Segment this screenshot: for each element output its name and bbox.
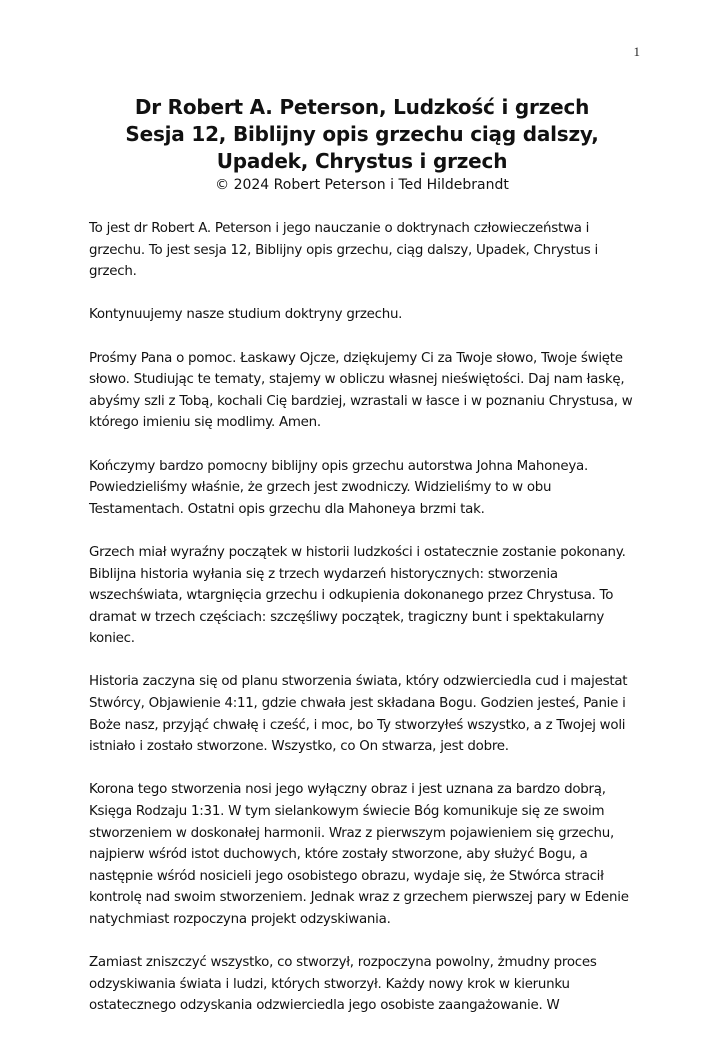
paragraph-prayer: Prośmy Pana o pomoc. Łaskawy Ojcze, dziękujemy Ci za Twoje słowo, Twoje święte słowo. Studiując te tematy, stajemy w obliczu własnej nieświętości. Daj nam łaskę, abyśmy szli z Tobą, kochali Cię bardziej, wzrastali w łasce i w poznaniu Chrystusa, w którego imieniu się modlimy. Amen. [89, 350, 633, 431]
paragraph-recovery: Zamiast zniszczyć wszystko, co stworzył, rozpoczyna powolny, żmudny proces odzyskiwania świata i ludzi, których stworzył. Każdy nowy krok w kierunku ostatecznego odzyskania odzwierciedla jego osobiste zaangażowanie. W [89, 955, 597, 1014]
copyright-notice: © 2024 Robert Peterson i Ted Hildebrandt [215, 177, 509, 193]
paragraph-creation: Historia zaczyna się od planu stworzenia świata, który odzwierciedla cud i majestat Stwórcy, Objawienie 4:11, gdzie chwała jest składana Bogu. Godzien jesteś, Panie i Boże nasz, przyjąć chwałę i cześć, i moc, bo Ty stworzyłeś wszystko, a z Twojej woli istniało i zostało stworzone. Wszystko, co On stwarza, jest dobre. [89, 674, 628, 755]
page-number: 1 [633, 44, 640, 59]
paragraph-intro: To jest dr Robert A. Peterson i jego nauczanie o doktrynach człowieczeństwa i grzechu. To jest sesja 12, Biblijny opis grzechu, ciąg dalszy, Upadek, Chrystus i grzech. [89, 221, 598, 280]
title-line-3: Upadek, Chrystus i grzech [216, 149, 508, 173]
paragraph-crown: Korona tego stworzenia nosi jego wyłączny obraz i jest uznana za bardzo dobrą, Księga Rodzaju 1:31. W tym sielankowym świecie Bóg komunikuje się ze swoim stworzeniem w doskonałej harmonii. Wraz z pierwszym pojawieniem się grzechu, najpierw wśród istot duchowych, które zostały stworzone, aby służyć Bogu, a następnie wśród nosicieli jego osobistego obrazu, wydaje się, że Stwórca stracił kontrolę nad swoim stworzeniem. Jednak wraz z grzechem pierwszej pary w Edenie natychmiast rozpoczyna projekt odzyskiwania. [89, 782, 629, 927]
paragraph-beginning: Grzech miał wyraźny początek w historii ludzkości i ostatecznie zostanie pokonany. Biblijna historia wyłania się z trzech wydarzeń historycznych: stworzenia wszechświata, wtargnięcia grzechu i odkupienia dokonanego przez Chrystusa. To dramat w trzech częściach: szczęśliwy początek, tragiczny bunt i spektakularny koniec. [89, 544, 626, 647]
title-line-1: Dr Robert A. Peterson, Ludzkość i grzech [134, 95, 590, 119]
document-body [89, 218, 649, 1039]
paragraph-continue: Kontynuujemy nasze studium doktryny grzechu. [89, 307, 403, 323]
document-header [0, 94, 724, 195]
title-line-2: Sesja 12, Biblijny opis grzechu ciąg dalszy, [125, 122, 599, 146]
paragraph-mahoney: Kończymy bardzo pomocny biblijny opis grzechu autorstwa Johna Mahoneya. Powiedzieliśmy właśnie, że grzech jest zwodniczy. Widzieliśmy to w obu Testamentach. Ostatni opis grzechu dla Mahoneya brzmi tak. [89, 458, 588, 517]
